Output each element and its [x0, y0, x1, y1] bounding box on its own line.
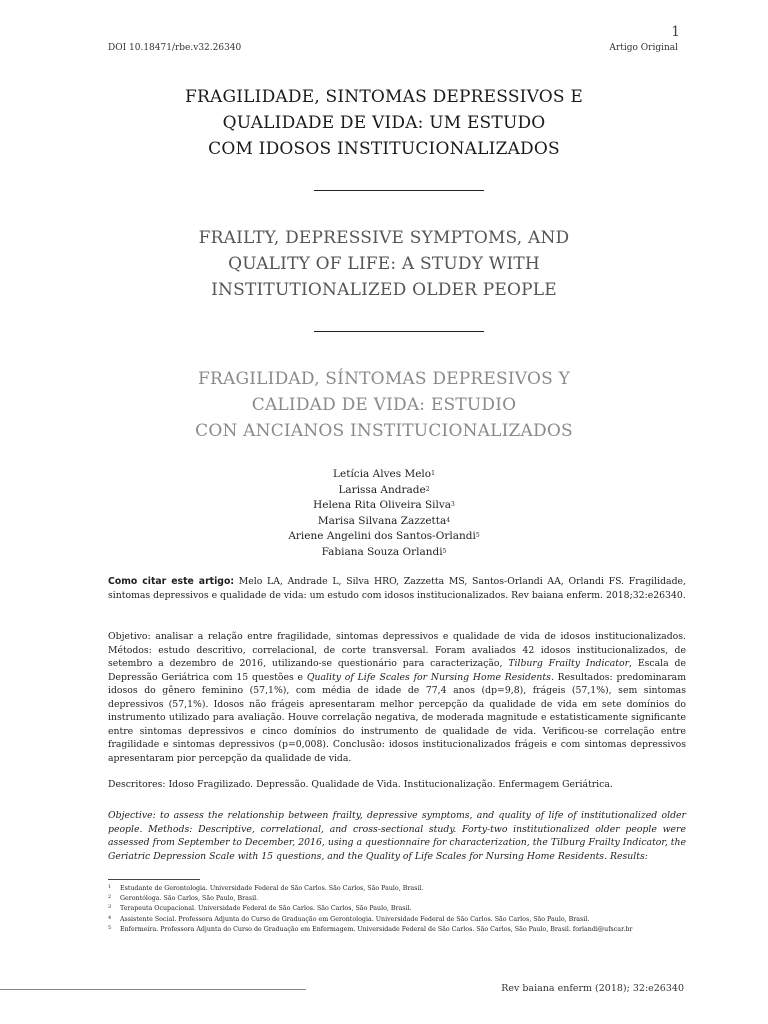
title-line: CALIDAD DE VIDA: ESTUDIO	[251, 395, 517, 415]
footnote: 1 Estudante de Gerontologia. Universidade Federal de São Carlos. São Carlos, São Paulo, Brasil.	[108, 884, 424, 892]
title-line: QUALITY OF LIFE: A STUDY WITH	[228, 254, 540, 274]
citation-text: Melo LA, Andrade L, Silva HRO, Zazzetta MS, Santos-Orlandi AA, Orlandi FS. Fragilidade, sintomas depressivos e qualidade de vida: um estudo com idosos institucionalizados. Rev baiana enferm. 2018;32:e26340.	[108, 576, 686, 601]
title-english	[108, 225, 660, 303]
title-line: FRAGILIDADE, SINTOMAS DEPRESSIVOS E	[185, 87, 583, 107]
author: Larissa Andrade$^2$	[338, 483, 430, 496]
author: Marisa Silvana Zazzetta$^4$	[317, 514, 451, 527]
title-divider	[314, 331, 484, 332]
page-number: 1	[671, 24, 680, 40]
author: Ariene Angelini dos Santos-Orlandi$^5$	[288, 530, 480, 542]
title-line: QUALIDADE DE VIDA: UM ESTUDO	[222, 113, 546, 133]
footnote: 5 Enfermeira. Professora Adjunta do Curso de Graduação em Enfermagem. Universidade Federal de São Carlos. São Carlos, São Paulo, Brasil. forlandi@ufscar.br	[108, 924, 633, 933]
citation	[108, 575, 686, 602]
title-line: FRAGILIDAD, SÍNTOMAS DEPRESIVOS Y	[198, 369, 570, 389]
author: Fabiana Souza Orlandi$^5$	[321, 545, 447, 558]
title-line: FRAILTY, DEPRESSIVE SYMPTOMS, AND	[198, 228, 570, 248]
footnote: 3 Terapeuta Ocupacional. Universidade Federal de São Carlos. São Carlos, São Paulo, Brasil.	[108, 904, 412, 913]
author: Letícia Alves Melo$^1$	[333, 468, 435, 480]
doi: DOI 10.18471/rbe.v32.26340	[108, 43, 242, 53]
title-line: CON ANCIANOS INSTITUCIONALIZADOS	[195, 421, 573, 441]
citation-label: Como citar este artigo:	[108, 576, 235, 587]
footnotes	[108, 884, 686, 935]
descriptors: Descritores: Idoso Fragilizado. Depressão. Qualidade de Vida. Institucionalização. Enfermagem Geriátrica.	[108, 779, 613, 790]
title-spanish	[108, 366, 660, 444]
footnote-divider	[108, 879, 200, 880]
title-line: COM IDOSOS INSTITUCIONALIZADOS	[208, 139, 560, 159]
title-portuguese	[108, 84, 660, 162]
footnote: 4 Assistente Social. Professora Adjunta do Curso de Graduação em Gerontologia. Universidade Federal de São Carlos. São Carlos, São Paulo, Brasil.	[108, 914, 590, 923]
footnote: 2 Gerontóloga. São Carlos, São Paulo, Brasil.	[108, 894, 259, 903]
abstract-portuguese: Objetivo: analisar a relação entre fragilidade, sintomas depressivos e qualidade de vida de idosos institucionalizados. Métodos: estudo descritivo, correlacional, de corte transversal. Foram avaliados 42 idosos institucionalizados, de setembro a dezembro de 2016, utilizando-se questionário para caracterização, Tilburg Frailty Indicator, Escala de Depressão Geriátrica com 15 questões e Quality of Life Scales for Nursing Home Residents. Resultados: predominaram idosos do gênero feminino (57,1%), com média de idade de 77,4 anos (dp=9,8), frágeis (57,1%), sem sintomas depressivos (57,1%). Idosos não frágeis apresentaram melhor percepção da qualidade de vida em sete domínios do instrumento utilizado para avaliação. Houve correlação negativa, de moderada magnitude e estatisticamente significante entre sintomas depressivos e cinco domínios do instrumento de qualidade de vida. Verificou-se correlação entre fragilidade e sintomas depressivos (p=0,008). Conclusão: idosos institucionalizados frágeis e com sintomas depressivos apresentaram pior percepção da qualidade de vida.	[108, 631, 687, 764]
title-divider	[314, 190, 484, 191]
author: Helena Rita Oliveira Silva$^3$	[313, 499, 455, 511]
article-section: Artigo Original	[609, 43, 678, 53]
journal-reference: Rev baiana enferm (2018); 32:e26340	[501, 983, 684, 994]
author-list	[108, 467, 660, 560]
abstract-english: Objective: to assess the relationship between frailty, depressive symptoms, and quality of life of institutionalized older people. Methods: Descriptive, correlational, and cross-sectional study. Forty-two institutionalized older people were assessed from September to December, 2016, using a questionnaire for characterization, the Tilburg Frailty Indicator, the Geriatric Depression Scale with 15 questions, and the Quality of Life Scales for Nursing Home Residents. Results:	[108, 810, 686, 862]
footer-divider	[0, 989, 306, 990]
title-line: INSTITUTIONALIZED OLDER PEOPLE	[211, 280, 557, 300]
